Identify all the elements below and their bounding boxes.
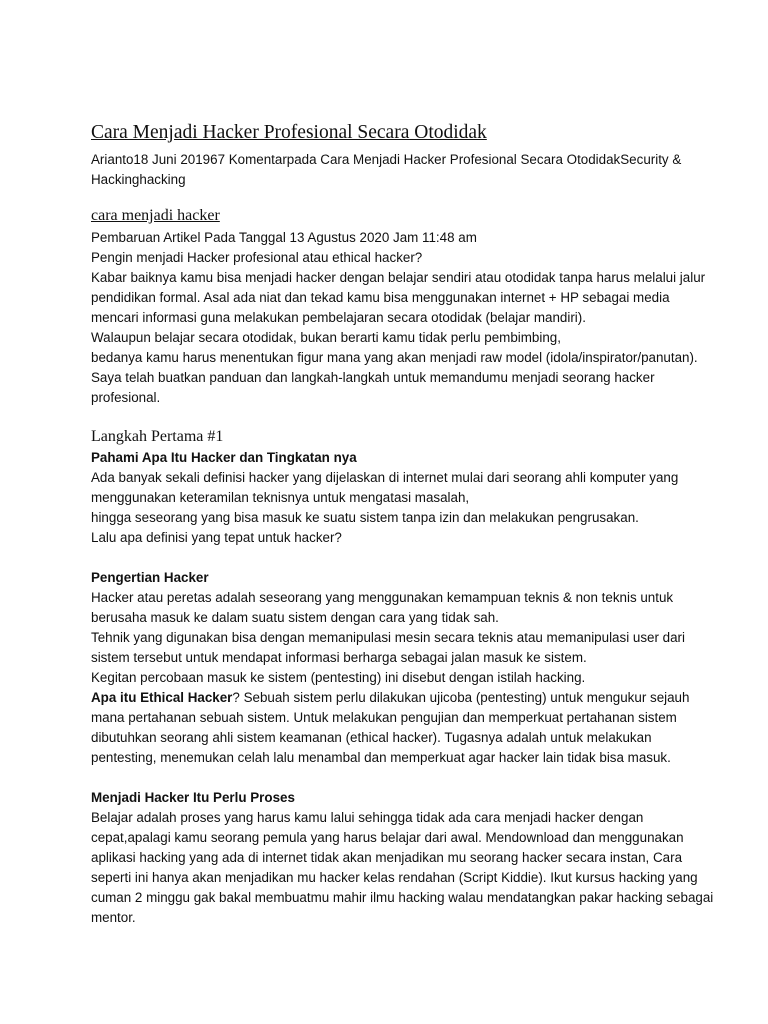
body-line: cuman 2 minggu gak bakal membuatmu mahir ilmu hacking walau mendatangkan pakar hacking sebagai [91, 890, 714, 905]
body-line: mencari informasi guna melakukan pembelajaran secara otodidak (belajar mandiri). [91, 310, 586, 325]
section2-body [91, 448, 691, 548]
body-line [91, 688, 691, 708]
section1-body [91, 228, 706, 408]
article-meta [91, 150, 691, 190]
body-line: Hacker atau peretas adalah seseorang yang menggunakan kemampuan teknis & non teknis untuk [91, 590, 674, 605]
subheading [91, 568, 691, 588]
body-line: profesional. [91, 390, 161, 405]
document-title: Cara Menjadi Hacker Profesional Secara Otodidak [91, 122, 487, 143]
subheading-text: Pengertian Hacker [91, 570, 209, 585]
body-line: Kegitan percobaan masuk ke sistem (pentesting) ini disebut dengan istilah hacking. [91, 670, 586, 685]
body-line: sistem tersebut untuk mendapat informasi berharga sebagai jalan masuk ke sistem. [91, 650, 587, 665]
body-line: Belajar adalah proses yang harus kamu lalui sehingga tidak ada cara menjadi hacker dengan [91, 810, 644, 825]
subheading [91, 448, 691, 468]
body-line: Kabar baiknya kamu bisa menjadi hacker dengan belajar sendiri atau otodidak tanpa harus melalui jalur [91, 270, 706, 285]
subheading [91, 788, 691, 808]
section3-body [91, 568, 691, 768]
meta-line: Arianto18 Juni 201967 Komentarpada Cara Menjadi Hacker Profesional Secara OtodidakSecurity & [91, 152, 682, 167]
body-line: Saya telah buatkan panduan dan langkah-langkah untuk memandumu menjadi seorang hacker [91, 370, 655, 385]
meta-line: Hackinghacking [91, 172, 186, 187]
body-line: hingga seseorang yang bisa masuk ke suatu sistem tanpa izin dan melakukan pengrusakan. [91, 510, 639, 525]
body-line: Lalu apa definisi yang tepat untuk hacker? [91, 530, 342, 545]
ethical-hacker-bold: Apa itu Ethical Hacker [91, 690, 233, 705]
body-line: pendidikan formal. Asal ada niat dan tekad kamu bisa menggunakan internet + HP sebagai media [91, 290, 670, 305]
subheading-text: Menjadi Hacker Itu Perlu Proses [91, 790, 295, 805]
body-line: Pembaruan Artikel Pada Tanggal 13 Agustus 2020 Jam 11:48 am [91, 230, 477, 245]
body-line: berusaha masuk ke dalam suatu sistem dengan cara yang tidak sah. [91, 610, 499, 625]
section-heading-langkah-pertama: Langkah Pertama #1 [91, 428, 224, 445]
section-heading-cara-menjadi-hacker: cara menjadi hacker [91, 207, 220, 224]
ethical-hacker-rest: ? Sebuah sistem perlu dilakukan ujicoba (pentesting) untuk mengukur sejauh [232, 690, 690, 705]
body-line: Tehnik yang digunakan bisa dengan memanipulasi mesin secara teknis atau memanipulasi user dari [91, 630, 685, 645]
body-line: pentesting, menemukan celah lalu menambal dan memperkuat agar hacker lain tidak bisa masuk. [91, 750, 671, 765]
body-line: mentor. [91, 910, 136, 925]
section4-body [91, 788, 714, 928]
subheading-text: Pahami Apa Itu Hacker dan Tingkatan nya [91, 450, 357, 465]
body-line: mana pertahanan sebuah sistem. Untuk melakukan pengujian dan memperkuat pertahanan sistem [91, 710, 677, 725]
body-line: dibutuhkan seorang ahli sistem keamanan (ethical hacker). Tugasnya adalah untuk melakukan [91, 730, 652, 745]
body-line: bedanya kamu harus menentukan figur mana yang akan menjadi raw model (idola/inspirator/panutan). [91, 350, 698, 365]
body-line: aplikasi hacking yang ada di internet tidak akan menjadikan mu seorang hacker secara instan, Cara [91, 850, 683, 865]
body-line: menggunakan keteramilan teknisnya untuk mengatasi masalah, [91, 490, 470, 505]
body-line: Pengin menjadi Hacker profesional atau ethical hacker? [91, 250, 423, 265]
body-line: cepat,apalagi kamu seorang pemula yang harus belajar dari awal. Mendownload dan menggunakan [91, 830, 684, 845]
body-line: Ada banyak sekali definisi hacker yang dijelaskan di internet mulai dari seorang ahli komputer yang [91, 470, 679, 485]
body-line: Walaupun belajar secara otodidak, bukan berarti kamu tidak perlu pembimbing, [91, 330, 561, 345]
body-line: seperti ini hanya akan menjadikan mu hacker kelas rendahan (Script Kiddie). Ikut kursus hacking yang [91, 870, 698, 885]
